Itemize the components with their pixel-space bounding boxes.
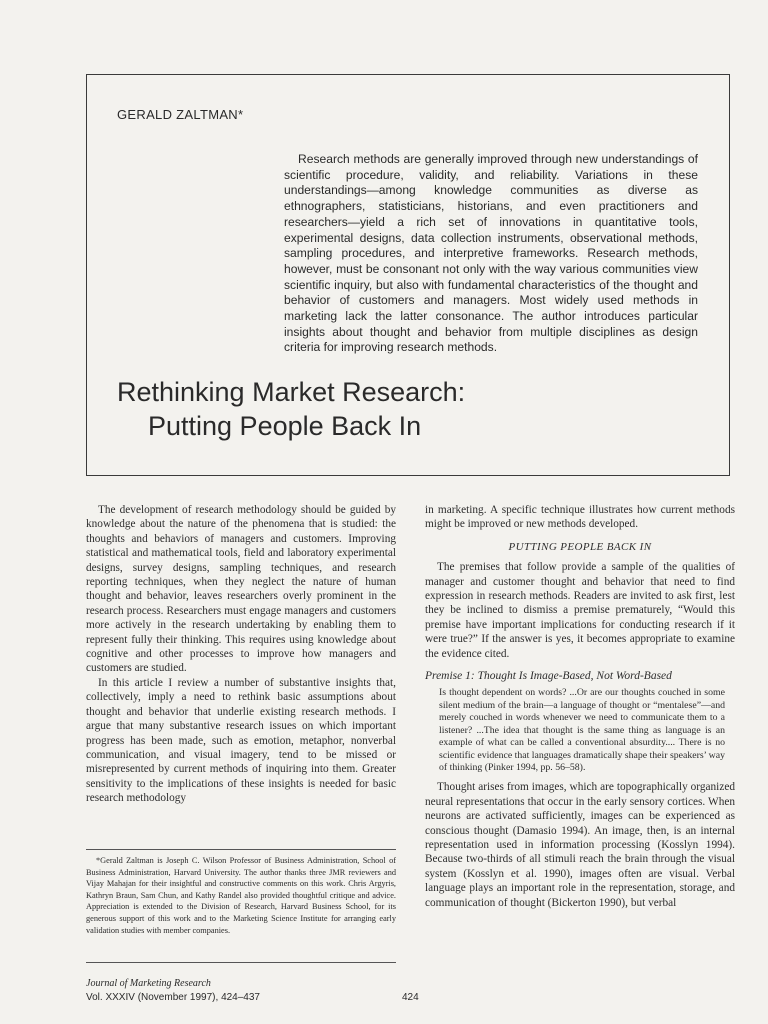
left-column (86, 503, 396, 806)
journal-name: Journal of Marketing Research (86, 978, 211, 989)
left-paragraph-1: The development of research methodology should be guided by knowledge about the nature of the phenomena that is studied: the thoughts and behaviors of managers and customers. Improving statistical and mathematical tools, field and laboratory experimental designs, survey designs, sampling techniques, and research reporting techniques, when they neglect the nature of human thought and behavior, leaves researchers overly prominent in the research process. Researchers must engage managers and customers more actively in the research undertaking by enabling them to represent fully their thinking. This requires using knowledge about cognitive and other processes to improve how managers and customers are studied. (86, 504, 396, 675)
section-heading: PUTTING PEOPLE BACK IN (508, 540, 652, 553)
right-paragraph-3: Thought arises from images, which are topographically organized neural representations that occur in the early sensory cortices. When neurons are activated sufficiently, images can be experienced as conscious thought (Damasio 1994). An image, then, is an internal representation used in information processing (Kosslyn 1994). Because two-thirds of all stimuli reach the brain through the visual system (Kosslyn et al. 1990), images often are visual. Verbal language plays an important role in the representation, storage, and communication of thought (Bickerton 1990), but verbal (425, 781, 735, 909)
abstract (284, 152, 698, 356)
journal-volume: Vol. XXXIV (November 1997), 424–437 (86, 992, 260, 1003)
footnote-bottom-rule (86, 962, 396, 963)
footnote-text: *Gerald Zaltman is Joseph C. Wilson Professor of Business Administration, School of Business Administration, Harvard University. The author thanks three JMR reviewers and Vijay Mahajan for their insightful and constructive comments on this work. Chris Argyris, Kathryn Braun, Sam Chun, and Kathy Randel also provided thoughtful critique and advice. Appreciation is extended to the Division of Research, Harvard Business School, for its generous support of this work and to the Marketing Science Institute for arranging early validation studies with member companies. (86, 856, 396, 935)
page-number: 424 (402, 992, 419, 1003)
right-paragraph-2: The premises that follow provide a sample of the qualities of manager and customer thought and behavior that need to find expression in research methods. Readers are invited to ask first, lest they be inclined to dismiss a premise prematurely, “Would this premise have important implications for conducting research if it were true?” If the answer is yes, it becomes appropriate to examine the evidence cited. (425, 561, 735, 660)
article-title (117, 375, 465, 443)
author-name: GERALD ZALTMAN* (117, 107, 244, 122)
title-line-1: Rethinking Market Research: (117, 377, 466, 407)
footnote-divider (86, 849, 396, 850)
premise-heading: Premise 1: Thought Is Image-Based, Not Word-Based (425, 670, 672, 683)
block-quote: Is thought dependent on words? ...Or are our thoughts couched in some silent medium of the brain—a language of thought or “mentalese”—and merely couched in words whenever we need to communicate them to a listener? ...The idea that thought is the same thing as language is an example of what can be called a conventional absurdity.... There is no scientific evidence that languages dramatically shape their speakers’ way of thinking (Pinker 1994, pp. 56–58). (439, 687, 725, 773)
author-footnote (86, 855, 396, 936)
right-paragraph-1: in marketing. A specific technique illustrates how current methods might be improved or new methods developed. (425, 504, 735, 531)
title-line-2: Putting People Back In (148, 411, 422, 441)
left-paragraph-2: In this article I review a number of substantive insights that, collectively, imply a need to rethink basic assumptions about thought and behavior that underlie existing research methods. I argue that many substantive research issues on which important progress has been made, such as emotion, metaphor, nonverbal communication, and visual imagery, tend to be missed or misrepresented by current methods of inquiring into them. Greater sensitivity to the implications of these insights is needed for basic research methodology (86, 676, 396, 805)
right-column (425, 503, 735, 910)
abstract-text: Research methods are generally improved through new understandings of scientific procedure, validity, and reliability. Variations in these understandings—among knowledge communities as diverse as ethnographers, statisticians, historians, and even practitioners and researchers—yield a rich set of innovations in quantitative tools, experimental designs, data collection instruments, observational methods, sampling procedures, and interpretive frameworks. Research methods, however, must be consonant not only with the way various communities view scientific inquiry, but also with fundamental characteristics of the thought and behavior of customers and managers. Most widely used methods in marketing lack the latter consonance. The author introduces particular insights about thought and behavior from multiple disciplines as design criteria for improving research methods. (284, 152, 698, 355)
